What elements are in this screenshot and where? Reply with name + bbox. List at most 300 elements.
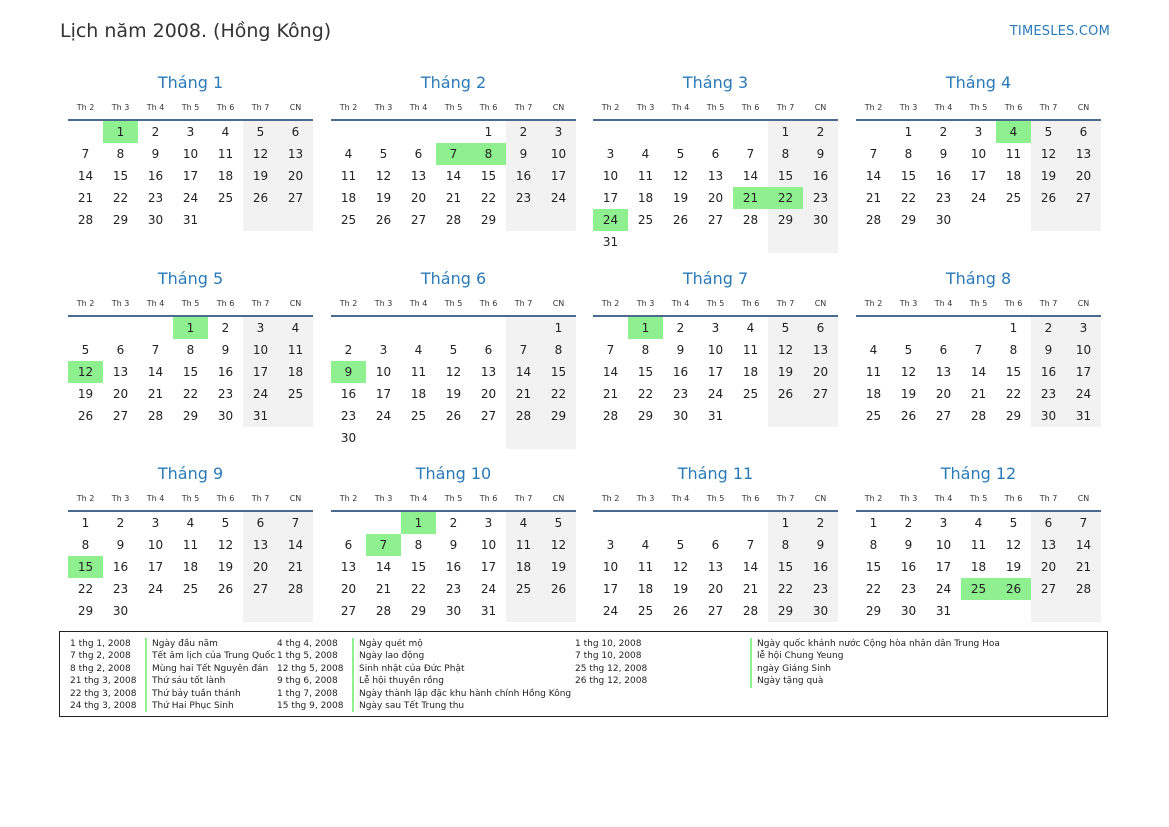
empty-day-cell (401, 317, 436, 339)
day-cell: 24 (147, 582, 164, 596)
day-cell: 5 (449, 343, 458, 357)
weekday-header: CN (552, 299, 565, 308)
day-cell: 9 (676, 343, 685, 357)
legend-date: 1 thg 10, 2008 (575, 639, 642, 649)
day-cell: 3 (974, 125, 983, 139)
day-cell: 22 (900, 191, 917, 205)
day-cell: 5 (676, 147, 685, 161)
month-block (593, 73, 838, 253)
day-cell: 25 (506, 578, 541, 600)
legend-holiday-name: Ngày thành lập đặc khu hành chính Hồng Kông (359, 688, 572, 699)
day-cell: 14 (445, 169, 462, 183)
weekday-header: Th 4 (671, 494, 690, 503)
empty-day-cell (856, 317, 891, 339)
day-cell: 12 (243, 143, 278, 165)
day-cell: 19 (217, 560, 234, 574)
day-cell: 18 (410, 387, 427, 401)
weekday-header: Th 2 (76, 103, 95, 112)
day-cell: 29 (77, 604, 94, 618)
day-cell: 7 (506, 339, 541, 361)
empty-day-cell (138, 600, 173, 622)
day-cell: 18 (742, 365, 759, 379)
weekday-header: Th 5 (181, 494, 200, 503)
day-cell: 2 (904, 516, 913, 530)
day-cell: 23 (900, 582, 917, 596)
day-cell: 27 (707, 213, 724, 227)
weekday-header: Th 7 (251, 299, 270, 308)
day-cell: 16 (803, 556, 838, 578)
legend-item (70, 675, 275, 687)
legend-item (575, 675, 1000, 687)
legend-holiday-name: Ngày lao động (359, 651, 425, 662)
day-cell: 23 (217, 387, 234, 401)
empty-day-cell (733, 121, 768, 143)
empty-day-cell (68, 317, 103, 339)
day-cell: 26 (243, 187, 278, 209)
day-cell: 22 (112, 191, 129, 205)
month-days-grid (68, 486, 313, 622)
weekday-header: Th 6 (216, 299, 235, 308)
day-cell: 23 (340, 409, 357, 423)
day-cell: 10 (602, 560, 619, 574)
legend-marker (750, 675, 752, 687)
day-cell: 6 (484, 343, 493, 357)
day-cell: 25 (637, 604, 654, 618)
day-cell: 13 (707, 169, 724, 183)
day-cell: 5 (379, 147, 388, 161)
day-cell: 6 (243, 512, 278, 534)
day-cell: 1 (484, 125, 493, 139)
legend-item (277, 700, 571, 712)
day-cell: 22 (410, 582, 427, 596)
day-cell: 28 (742, 604, 759, 618)
month-days-grid (331, 486, 576, 622)
weekday-header: Th 4 (146, 494, 165, 503)
empty-day-cell (541, 600, 576, 622)
day-cell: 21 (865, 191, 882, 205)
day-cell: 19 (77, 387, 94, 401)
day-cell: 30 (217, 409, 234, 423)
day-cell: 31 (480, 604, 497, 618)
day-cell: 12 (1005, 538, 1022, 552)
day-cell: 2 (221, 321, 230, 335)
empty-day-cell (278, 405, 313, 427)
day-cell: 18 (865, 387, 882, 401)
day-cell: 10 (182, 147, 199, 161)
day-cell: 2 (449, 516, 458, 530)
weekday-header: Th 4 (409, 494, 428, 503)
day-cell: 17 (602, 191, 619, 205)
day-cell: 25 (340, 213, 357, 227)
legend-marker (145, 663, 147, 675)
month-block (68, 464, 313, 622)
day-cell: 19 (672, 191, 689, 205)
day-cell: 2 (1031, 317, 1066, 339)
empty-day-cell (366, 427, 401, 449)
empty-day-cell (926, 317, 961, 339)
month-block (331, 73, 576, 231)
day-cell: 20 (935, 387, 952, 401)
weekday-header: Th 7 (776, 494, 795, 503)
day-cell: 26 (900, 409, 917, 423)
weekday-header: Th 4 (934, 299, 953, 308)
legend-marker (352, 663, 354, 675)
day-cell: 1 (768, 121, 803, 143)
legend-holiday-name: Ngày tặng quà (757, 676, 824, 687)
weekday-header: Th 2 (339, 299, 358, 308)
weekday-header: Th 3 (636, 494, 655, 503)
day-cell: 7 (869, 147, 878, 161)
day-cell: 4 (641, 147, 650, 161)
day-cell: 10 (480, 538, 497, 552)
day-cell: 8 (904, 147, 913, 161)
empty-day-cell (366, 121, 401, 143)
day-cell: 7 (151, 343, 160, 357)
weekday-header: Th 5 (706, 494, 725, 503)
weekday-header: CN (1077, 494, 1090, 503)
day-cell: 6 (1031, 512, 1066, 534)
day-cell: 6 (278, 121, 313, 143)
day-cell: 16 (803, 165, 838, 187)
holiday-day-cell: 1 (628, 317, 663, 339)
day-cell: 23 (445, 582, 462, 596)
day-cell: 31 (243, 405, 278, 427)
day-cell: 16 (506, 165, 541, 187)
weekday-header: Th 6 (741, 494, 760, 503)
weekday-header: Th 4 (671, 299, 690, 308)
legend-column (575, 638, 1000, 688)
day-cell: 31 (182, 213, 199, 227)
day-cell: 12 (541, 534, 576, 556)
month-title: Tháng 4 (945, 73, 1012, 92)
weekday-header: Th 2 (76, 494, 95, 503)
day-cell: 26 (217, 582, 234, 596)
weekday-header: Th 7 (1039, 103, 1058, 112)
day-cell: 30 (900, 604, 917, 618)
day-cell: 15 (768, 556, 803, 578)
month-days-grid (331, 95, 576, 231)
day-cell: 3 (484, 516, 493, 530)
empty-day-cell (331, 317, 366, 339)
day-cell: 23 (112, 582, 129, 596)
legend-holiday-name: Thứ sáu tốt lành (152, 676, 226, 687)
empty-day-cell (663, 121, 698, 143)
empty-day-cell (243, 600, 278, 622)
day-cell: 27 (707, 604, 724, 618)
day-cell: 23 (672, 387, 689, 401)
weekday-header: Th 6 (741, 299, 760, 308)
day-cell: 14 (1066, 534, 1101, 556)
legend-item (575, 663, 1000, 675)
weekday-header: Th 5 (969, 103, 988, 112)
day-cell: 5 (243, 121, 278, 143)
weekday-header: Th 6 (479, 299, 498, 308)
month-days-grid (593, 95, 838, 253)
day-cell: 30 (935, 213, 952, 227)
day-cell: 12 (217, 538, 234, 552)
day-cell: 2 (116, 516, 125, 530)
weekday-header: Th 7 (514, 494, 533, 503)
legend-holiday-name: Tết âm lịch của Trung Quốc (152, 651, 276, 662)
day-cell: 19 (541, 556, 576, 578)
legend-item (277, 650, 571, 662)
day-cell: 2 (506, 121, 541, 143)
empty-day-cell (768, 405, 803, 427)
holiday-day-cell: 1 (401, 512, 436, 534)
day-cell: 9 (151, 147, 160, 161)
day-cell: 20 (707, 191, 724, 205)
day-cell: 22 (541, 383, 576, 405)
month-title: Tháng 1 (157, 73, 224, 92)
day-cell: 30 (803, 209, 838, 231)
day-cell: 9 (221, 343, 230, 357)
legend-marker (145, 700, 147, 712)
day-cell: 28 (278, 578, 313, 600)
day-cell: 9 (449, 538, 458, 552)
day-cell: 8 (641, 343, 650, 357)
day-cell: 23 (147, 191, 164, 205)
day-cell: 11 (970, 538, 987, 552)
empty-day-cell (506, 427, 541, 449)
month-days-grid (856, 291, 1101, 427)
empty-day-cell (733, 405, 768, 427)
day-cell: 26 (77, 409, 94, 423)
weekday-header: Th 6 (479, 494, 498, 503)
empty-day-cell (698, 512, 733, 534)
day-cell: 6 (1066, 121, 1101, 143)
month-block (856, 73, 1101, 231)
day-cell: 25 (742, 387, 759, 401)
day-cell: 1 (904, 125, 913, 139)
day-cell: 17 (147, 560, 164, 574)
month-title: Tháng 10 (415, 464, 492, 483)
day-cell: 12 (672, 169, 689, 183)
day-cell: 30 (112, 604, 129, 618)
day-cell: 4 (278, 317, 313, 339)
day-cell: 17 (970, 169, 987, 183)
weekday-header: Th 5 (706, 299, 725, 308)
empty-day-cell (593, 121, 628, 143)
weekday-header: Th 4 (934, 103, 953, 112)
day-cell: 2 (676, 321, 685, 335)
empty-day-cell (436, 121, 471, 143)
day-cell: 1 (81, 516, 90, 530)
weekday-header: Th 3 (899, 494, 918, 503)
month-title: Tháng 12 (940, 464, 1017, 483)
day-cell: 13 (340, 560, 357, 574)
day-cell: 1 (869, 516, 878, 530)
day-cell: 11 (340, 169, 357, 183)
day-cell: 16 (445, 560, 462, 574)
day-cell: 27 (935, 409, 952, 423)
day-cell: 28 (506, 405, 541, 427)
day-cell: 11 (637, 560, 654, 574)
day-cell: 11 (278, 339, 313, 361)
day-cell: 14 (742, 169, 759, 183)
day-cell: 26 (1031, 187, 1066, 209)
weekday-header: Th 6 (216, 103, 235, 112)
legend-marker (750, 663, 752, 675)
day-cell: 4 (186, 516, 195, 530)
day-cell: 14 (602, 365, 619, 379)
weekday-header: Th 3 (636, 299, 655, 308)
day-cell: 8 (81, 538, 90, 552)
day-cell: 3 (711, 321, 720, 335)
day-cell: 25 (217, 191, 234, 205)
weekday-header: Th 6 (1004, 494, 1023, 503)
legend-marker (145, 675, 147, 687)
day-cell: 10 (602, 169, 619, 183)
day-cell: 10 (147, 538, 164, 552)
weekday-header: CN (289, 494, 302, 503)
day-cell: 18 (506, 556, 541, 578)
day-cell: 28 (1066, 578, 1101, 600)
site-link[interactable]: TIMESLES.COM (1009, 24, 1110, 39)
day-cell: 5 (81, 343, 90, 357)
weekday-header: Th 4 (409, 299, 428, 308)
empty-day-cell (628, 121, 663, 143)
day-cell: 14 (865, 169, 882, 183)
legend-item (70, 688, 275, 700)
day-cell: 21 (602, 387, 619, 401)
day-cell: 7 (81, 147, 90, 161)
holiday-day-cell: 7 (366, 534, 401, 556)
weekday-header: Th 2 (601, 103, 620, 112)
day-cell: 10 (541, 143, 576, 165)
empty-day-cell (628, 512, 663, 534)
day-cell: 26 (541, 578, 576, 600)
day-cell: 17 (707, 365, 724, 379)
legend-date: 21 thg 3, 2008 (70, 676, 137, 687)
day-cell: 8 (1009, 343, 1018, 357)
day-cell: 10 (243, 339, 278, 361)
legend-holiday-name: Ngày quét mộ (359, 639, 423, 649)
weekday-header: Th 7 (776, 103, 795, 112)
legend-holiday-name: Ngày sau Tết Trung thu (359, 700, 465, 711)
day-cell: 26 (375, 213, 392, 227)
day-cell: 8 (116, 147, 125, 161)
legend-marker (145, 688, 147, 700)
day-cell: 18 (217, 169, 234, 183)
holiday-day-cell: 8 (471, 143, 506, 165)
empty-day-cell (961, 317, 996, 339)
day-cell: 23 (803, 578, 838, 600)
day-cell: 9 (939, 147, 948, 161)
empty-day-cell (401, 121, 436, 143)
weekday-header: Th 3 (636, 103, 655, 112)
day-cell: 27 (803, 383, 838, 405)
day-cell: 28 (445, 213, 462, 227)
day-cell: 13 (935, 365, 952, 379)
day-cell: 24 (935, 582, 952, 596)
day-cell: 4 (974, 516, 983, 530)
day-cell: 28 (77, 213, 94, 227)
empty-day-cell (401, 427, 436, 449)
month-days-grid (593, 291, 838, 427)
empty-day-cell (506, 600, 541, 622)
month-days-grid (68, 291, 313, 427)
month-title: Tháng 2 (420, 73, 487, 92)
weekday-header: Th 6 (479, 103, 498, 112)
legend-holiday-name: Sinh nhật của Đức Phật (359, 663, 465, 674)
day-cell: 31 (602, 235, 619, 249)
weekday-header: Th 3 (111, 494, 130, 503)
day-cell: 12 (445, 365, 462, 379)
legend-date: 24 thg 3, 2008 (70, 700, 137, 711)
day-cell: 29 (410, 604, 427, 618)
day-cell: 29 (865, 604, 882, 618)
empty-day-cell (961, 600, 996, 622)
day-cell: 16 (340, 387, 357, 401)
day-cell: 24 (375, 409, 392, 423)
legend-holiday-name: Thứ Hai Phục Sinh (152, 700, 234, 711)
month-block (331, 464, 576, 622)
day-cell: 13 (1031, 534, 1066, 556)
weekday-header: Th 7 (514, 103, 533, 112)
day-cell: 17 (935, 560, 952, 574)
empty-day-cell (856, 121, 891, 143)
weekday-header: Th 7 (251, 494, 270, 503)
empty-day-cell (628, 231, 663, 253)
weekday-header: Th 5 (969, 299, 988, 308)
legend-date: 1 thg 1, 2008 (70, 639, 131, 649)
day-cell: 23 (1031, 383, 1066, 405)
day-cell: 16 (112, 560, 129, 574)
day-cell: 11 (410, 365, 427, 379)
empty-day-cell (436, 427, 471, 449)
day-cell: 29 (480, 213, 497, 227)
weekday-header: Th 6 (1004, 299, 1023, 308)
day-cell: 29 (900, 213, 917, 227)
day-cell: 25 (278, 383, 313, 405)
month-block (68, 73, 313, 231)
day-cell: 17 (602, 582, 619, 596)
weekday-header: Th 6 (216, 494, 235, 503)
page-title: Lịch năm 2008. (Hồng Kông) (60, 20, 332, 42)
month-title: Tháng 7 (682, 269, 749, 288)
day-cell: 28 (865, 213, 882, 227)
day-cell: 27 (480, 409, 497, 423)
day-cell: 20 (1031, 556, 1066, 578)
empty-day-cell (1066, 209, 1101, 231)
month-days-grid (331, 291, 576, 449)
day-cell: 6 (414, 147, 423, 161)
empty-day-cell (506, 317, 541, 339)
weekday-header: Th 3 (111, 103, 130, 112)
day-cell: 7 (278, 512, 313, 534)
day-cell: 4 (641, 538, 650, 552)
day-cell: 19 (375, 191, 392, 205)
day-cell: 30 (147, 213, 164, 227)
legend-item (277, 638, 571, 650)
holiday-day-cell: 21 (733, 187, 768, 209)
weekday-header: Th 2 (76, 299, 95, 308)
empty-day-cell (768, 231, 803, 253)
day-cell: 30 (1031, 405, 1066, 427)
day-cell: 21 (970, 387, 987, 401)
day-cell: 25 (410, 409, 427, 423)
day-cell: 29 (768, 600, 803, 622)
month-block (856, 269, 1101, 427)
day-cell: 3 (939, 516, 948, 530)
legend-date: 7 thg 10, 2008 (575, 651, 642, 662)
day-cell: 7 (606, 343, 615, 357)
weekday-header: Th 3 (374, 494, 393, 503)
day-cell: 24 (1066, 383, 1101, 405)
legend-item (70, 650, 275, 662)
day-cell: 31 (1066, 405, 1101, 427)
day-cell: 18 (1005, 169, 1022, 183)
